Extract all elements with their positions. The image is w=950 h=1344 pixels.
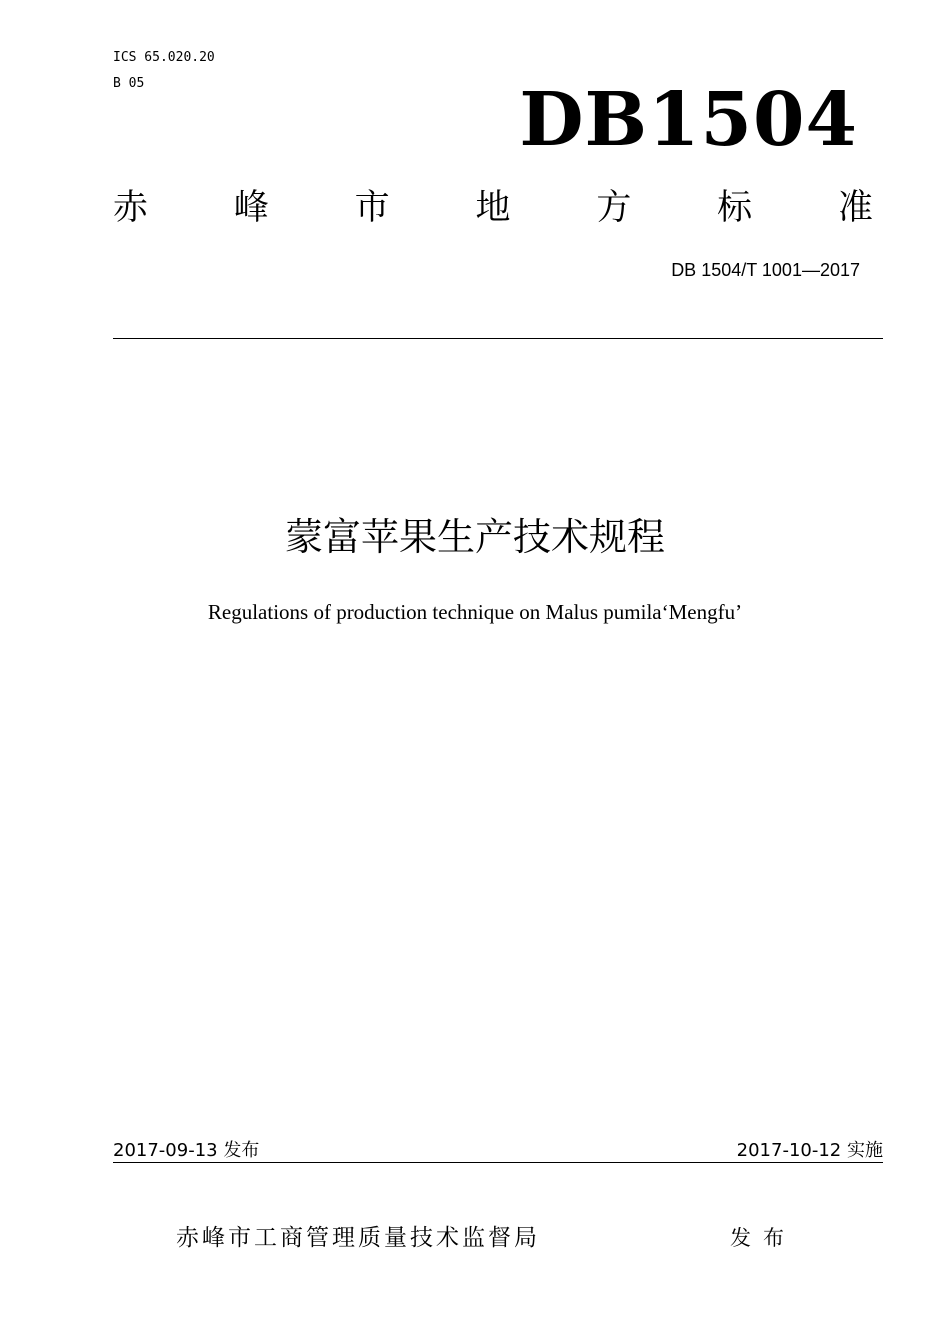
standard-type-char: 地 xyxy=(475,188,511,228)
standard-type-char: 峰 xyxy=(233,188,269,228)
issuing-authority: 赤峰市工商管理质量技术监督局 xyxy=(176,1225,540,1251)
ics-code: ICS 65.020.20 xyxy=(113,50,215,65)
standard-type-char: 赤 xyxy=(113,188,149,228)
standard-type-heading xyxy=(113,186,873,230)
standard-type-char: 准 xyxy=(837,188,873,228)
bottom-divider xyxy=(113,1162,883,1163)
standard-code-heading: DB1504 xyxy=(519,77,858,163)
top-divider xyxy=(113,338,883,339)
standard-type-char: 标 xyxy=(717,188,753,228)
publish-date: 2017-09-13 发布 xyxy=(113,1140,260,1161)
issue-label: 发布 xyxy=(730,1226,796,1250)
implementation-date: 2017-10-12 实施 xyxy=(736,1140,883,1161)
document-title-chinese: 蒙富苹果生产技术规程 xyxy=(284,515,665,559)
standard-type-char: 市 xyxy=(354,188,390,228)
standard-number: DB 1504/T 1001—2017 xyxy=(671,260,860,280)
document-title-english: Regulations of production technique on Malus pumila‘Mengfu’ xyxy=(207,600,743,624)
standard-type-char: 方 xyxy=(596,188,632,228)
ccs-code: B 05 xyxy=(113,76,145,91)
